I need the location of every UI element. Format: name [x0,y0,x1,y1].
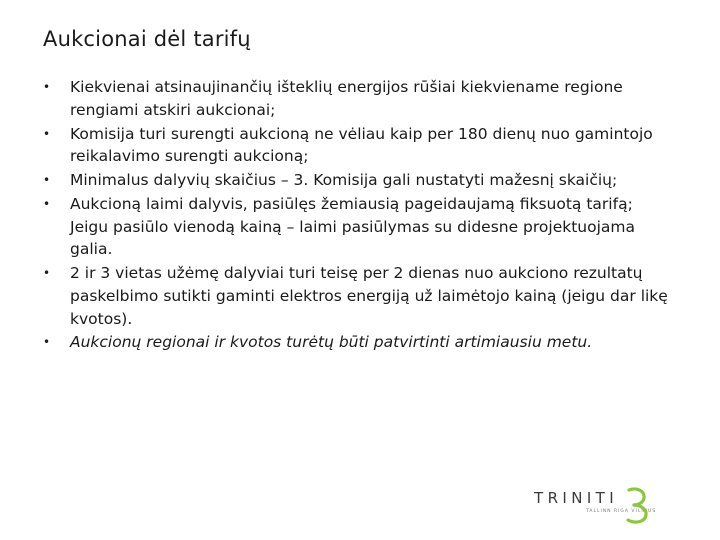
logo-wordmark: TRINITI [534,489,619,507]
bullet-marker: • [43,80,51,94]
bullet-marker: • [43,126,51,141]
bullet-text: Kiekvienai atsinaujinančių išteklių energijos rūšiai kiekviename regione rengiami atskiri aukcionai; [70,78,623,119]
logo-cities: TALLINN RIGA VILNIUS [586,509,657,514]
bullet-marker: • [43,197,51,212]
bullet-item [43,193,673,261]
slide-title: Aukcionai dėl tarifų [43,27,251,51]
bullet-text: Komisija turi surengti aukcioną ne vėliau kaip per 180 dienų nuo gamintojo reikalavimo surengti aukcioną; [70,124,653,166]
bullet-item [43,331,673,354]
triniti-mark-icon [620,485,654,525]
bullet-text: 2 ir 3 vietas užėmę dalyviai turi teisę per 2 dienas nuo aukciono rezultatų paskelbimo sutikti gaminti elektros energiją už laimėtojo kainą (jeigu dar likę kvotos). [70,264,668,328]
mark-upper-arc [629,489,644,505]
bullet-item [43,262,673,330]
bullet-item [43,169,673,192]
bullet-text: Minimalus dalyvių skaičius – 3. Komisija gali nustatyti mažesnį skaičių; [70,171,618,190]
triniti-logo [532,485,657,525]
bullet-marker: • [43,335,51,350]
bullet-marker: • [43,266,51,281]
bullet-item [43,123,673,168]
bullet-list [43,76,673,355]
bullet-item [43,76,673,121]
bullet-marker: • [43,173,51,188]
mark-lower-arc [628,505,646,522]
bullet-text: Aukcionų regionai ir kvotos turėtų būti patvirtinti artimiausiu metu. [70,333,593,352]
bullet-text: Aukcioną laimi dalyvis, pasiūlęs žemiausią pageidaujamą fiksuotą tarifą; Jeigu pasiūlo vienodą kainą – laimi pasiūlymas su didesne projektuojama galia. [70,195,636,259]
